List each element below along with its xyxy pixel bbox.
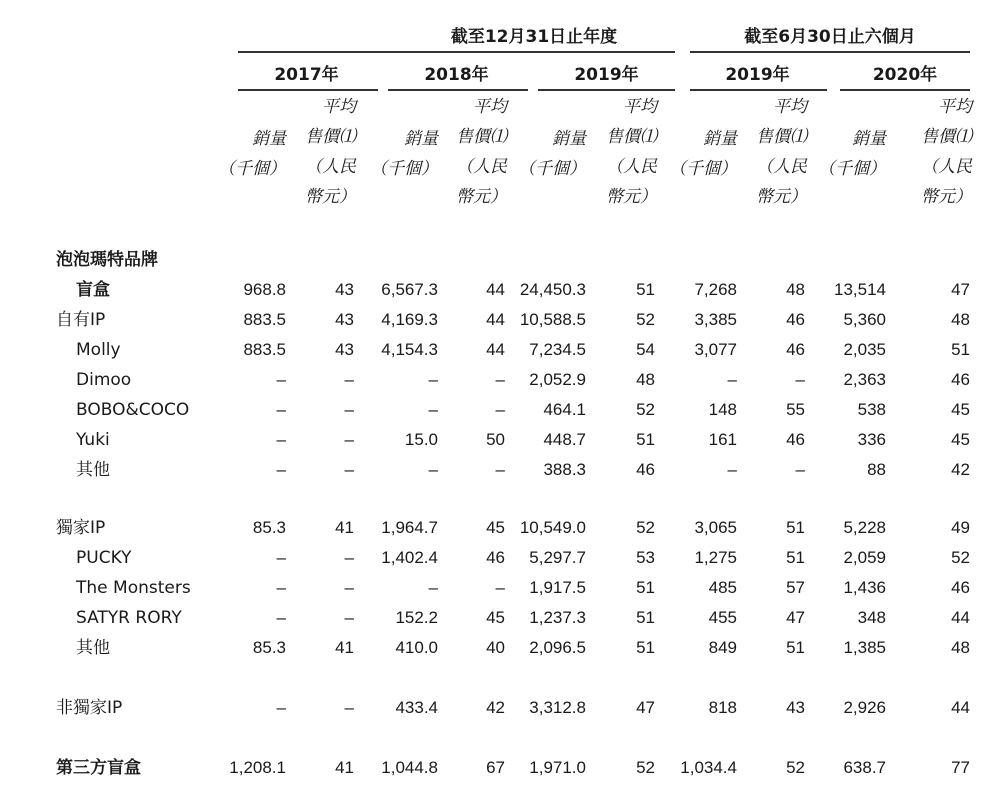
- sales-volume-cell: –: [428, 578, 438, 597]
- average-price-header-line: 平均: [623, 97, 657, 117]
- average-price-cell: 44: [951, 608, 970, 627]
- sales-volume-cell: 1,208.1: [229, 758, 286, 777]
- average-price-cell: 52: [951, 548, 970, 567]
- sales-volume-cell: 13,514: [834, 280, 886, 299]
- average-price-cell: 46: [636, 460, 655, 479]
- average-price-cell: 67: [486, 758, 505, 777]
- sales-volume-cell: –: [276, 460, 286, 479]
- average-price-cell: 49: [951, 518, 970, 537]
- year-header: 2018年: [424, 65, 489, 85]
- average-price-cell: 47: [951, 280, 970, 299]
- row-label: 其他: [76, 638, 110, 658]
- sales-volume-cell: –: [727, 460, 737, 479]
- average-price-cell: 40: [486, 638, 505, 657]
- table-row: [0, 335, 990, 365]
- year-header-rule: [840, 89, 970, 91]
- average-price-cell: –: [344, 578, 354, 597]
- average-price-header-line: 平均: [938, 97, 972, 117]
- row-label: BOBO&COCO: [76, 400, 190, 420]
- average-price-cell: 53: [636, 548, 655, 567]
- period-header-halfyear-rule: [690, 51, 970, 53]
- sales-volume-cell: 3,065: [694, 518, 737, 537]
- average-price-header-line: （人民: [305, 157, 356, 177]
- average-price-cell: 46: [486, 548, 505, 567]
- average-price-cell: –: [795, 370, 805, 389]
- average-price-header-line: （人民: [456, 157, 507, 177]
- sales-volume-cell: 1,402.4: [381, 548, 438, 567]
- average-price-cell: –: [495, 370, 505, 389]
- sales-volume-cell: 88: [867, 460, 886, 479]
- average-price-header-line: 幣元）: [756, 187, 807, 207]
- average-price-header-line: 平均: [322, 97, 356, 117]
- average-price-cell: –: [344, 698, 354, 717]
- sales-volume-cell: 5,297.7: [529, 548, 586, 567]
- sales-volume-cell: –: [276, 698, 286, 717]
- period-header-annual: 截至12月31日止年度: [450, 27, 618, 47]
- average-price-cell: 52: [786, 758, 805, 777]
- sales-volume-cell: 433.4: [395, 698, 438, 717]
- sales-volume-cell: 348: [857, 608, 886, 627]
- average-price-cell: 42: [951, 460, 970, 479]
- sales-volume-cell: 883.5: [243, 310, 286, 329]
- row-label: 獨家IP: [56, 518, 106, 538]
- year-header-rule: [388, 89, 528, 91]
- average-price-cell: 77: [951, 758, 970, 777]
- sales-volume-header: [669, 124, 737, 184]
- sales-volume-header-line: （千個）: [218, 159, 286, 179]
- average-price-header: [921, 92, 972, 212]
- average-price-cell: 46: [951, 578, 970, 597]
- average-price-cell: 51: [636, 578, 655, 597]
- average-price-header: [305, 92, 356, 212]
- sales-volume-cell: –: [276, 578, 286, 597]
- sales-volume-cell: –: [428, 460, 438, 479]
- sales-volume-header-line: 銷量: [552, 129, 586, 149]
- average-price-cell: 48: [636, 370, 655, 389]
- row-label: PUCKY: [76, 548, 132, 568]
- average-price-header-line: 售價⑴: [305, 127, 356, 147]
- average-price-cell: 51: [636, 608, 655, 627]
- average-price-cell: 43: [786, 698, 805, 717]
- row-label: The Monsters: [76, 578, 191, 598]
- sales-volume-cell: –: [727, 370, 737, 389]
- row-label: Molly: [76, 340, 121, 360]
- sales-volume-cell: 818: [708, 698, 737, 717]
- average-price-cell: 43: [335, 310, 354, 329]
- table-row: [0, 305, 990, 335]
- sales-volume-cell: 2,059: [843, 548, 886, 567]
- average-price-cell: 41: [335, 518, 354, 537]
- sales-volume-header-line: （千個）: [370, 159, 438, 179]
- row-label: Yuki: [76, 430, 110, 450]
- period-header-annual-rule: [238, 51, 675, 53]
- average-price-cell: 46: [786, 310, 805, 329]
- average-price-header-line: 平均: [773, 97, 807, 117]
- average-price-cell: 51: [951, 340, 970, 359]
- table-row: [0, 455, 990, 485]
- average-price-cell: 52: [636, 518, 655, 537]
- sales-volume-cell: 1,964.7: [381, 518, 438, 537]
- sales-volume-cell: 1,034.4: [680, 758, 737, 777]
- sales-volume-cell: 883.5: [243, 340, 286, 359]
- table-row: [0, 693, 990, 723]
- sales-volume-header-line: 銷量: [404, 129, 438, 149]
- average-price-header-line: 售價⑴: [456, 127, 507, 147]
- average-price-cell: –: [344, 460, 354, 479]
- table-row: [0, 395, 990, 425]
- average-price-header-line: （人民: [606, 157, 657, 177]
- sales-volume-header: [218, 124, 286, 184]
- year-header-rule: [538, 89, 675, 91]
- sales-volume-cell: 161: [708, 430, 737, 449]
- sales-volume-cell: 388.3: [543, 460, 586, 479]
- sales-volume-header-line: 銷量: [252, 129, 286, 149]
- average-price-cell: –: [344, 400, 354, 419]
- average-price-cell: 52: [636, 400, 655, 419]
- sales-volume-cell: 485: [708, 578, 737, 597]
- row-label: 其他: [76, 460, 110, 480]
- average-price-cell: 41: [335, 638, 354, 657]
- row-label: 非獨家IP: [56, 698, 123, 718]
- average-price-cell: –: [795, 460, 805, 479]
- sales-volume-cell: 3,077: [694, 340, 737, 359]
- sales-volume-cell: 2,096.5: [529, 638, 586, 657]
- sales-volume-cell: 148: [708, 400, 737, 419]
- sales-volume-cell: 10,588.5: [519, 310, 586, 329]
- average-price-header-line: （人民: [756, 157, 807, 177]
- average-price-cell: 54: [636, 340, 655, 359]
- average-price-cell: 52: [636, 758, 655, 777]
- sales-volume-header-line: （千個）: [669, 159, 737, 179]
- sales-volume-header-line: （千個）: [518, 159, 586, 179]
- row-label: SATYR RORY: [76, 608, 182, 628]
- sales-volume-cell: 24,450.3: [519, 280, 586, 299]
- sales-volume-cell: 448.7: [543, 430, 586, 449]
- average-price-cell: –: [344, 608, 354, 627]
- sales-volume-cell: 538: [857, 400, 886, 419]
- sales-volume-cell: 336: [857, 430, 886, 449]
- sales-volume-cell: 15.0: [404, 430, 438, 449]
- average-price-cell: 45: [951, 430, 970, 449]
- year-header-rule: [238, 89, 378, 91]
- average-price-cell: 48: [951, 638, 970, 657]
- sales-volume-cell: 2,363: [843, 370, 886, 389]
- row-label: 泡泡瑪特品牌: [56, 250, 158, 270]
- sales-volume-cell: 464.1: [543, 400, 586, 419]
- sales-volume-cell: 4,154.3: [381, 340, 438, 359]
- table-row: [0, 513, 990, 543]
- average-price-cell: –: [344, 548, 354, 567]
- average-price-cell: 45: [486, 518, 505, 537]
- sales-volume-cell: 2,052.9: [529, 370, 586, 389]
- average-price-cell: 46: [951, 370, 970, 389]
- row-label: Dimoo: [76, 370, 132, 390]
- average-price-header-line: 幣元）: [456, 187, 507, 207]
- period-header-halfyear: 截至6月30日止六個月: [744, 27, 916, 47]
- sales-volume-cell: 7,234.5: [529, 340, 586, 359]
- row-label: 第三方盲盒: [56, 758, 141, 778]
- average-price-header: [456, 92, 507, 212]
- average-price-cell: –: [495, 578, 505, 597]
- sales-volume-cell: 85.3: [252, 518, 286, 537]
- average-price-cell: 48: [951, 310, 970, 329]
- table-row: [0, 573, 990, 603]
- sales-volume-cell: 1,385: [843, 638, 886, 657]
- sales-volume-cell: 10,549.0: [519, 518, 586, 537]
- average-price-cell: 44: [486, 340, 505, 359]
- sales-volume-header: [818, 124, 886, 184]
- average-price-header: [756, 92, 807, 212]
- sales-volume-cell: 1,275: [694, 548, 737, 567]
- sales-volume-cell: 968.8: [243, 280, 286, 299]
- sales-volume-cell: 2,926: [843, 698, 886, 717]
- average-price-cell: 47: [786, 608, 805, 627]
- average-price-cell: 46: [786, 340, 805, 359]
- average-price-header-line: 售價⑴: [606, 127, 657, 147]
- sales-volume-cell: 4,169.3: [381, 310, 438, 329]
- average-price-cell: 42: [486, 698, 505, 717]
- average-price-cell: 51: [786, 638, 805, 657]
- average-price-cell: 51: [786, 548, 805, 567]
- table-row: [0, 603, 990, 633]
- sales-volume-cell: 85.3: [252, 638, 286, 657]
- average-price-header-line: 幣元）: [606, 187, 657, 207]
- sales-volume-cell: –: [276, 548, 286, 567]
- average-price-header-line: 平均: [473, 97, 507, 117]
- average-price-cell: 51: [786, 518, 805, 537]
- row-label: 自有IP: [56, 310, 106, 330]
- table-row: [0, 365, 990, 395]
- average-price-cell: 44: [486, 310, 505, 329]
- average-price-cell: 43: [335, 280, 354, 299]
- average-price-cell: 48: [786, 280, 805, 299]
- sales-volume-header: [370, 124, 438, 184]
- sales-volume-cell: 410.0: [395, 638, 438, 657]
- average-price-cell: –: [344, 370, 354, 389]
- sales-volume-cell: 3,312.8: [529, 698, 586, 717]
- sales-volume-cell: 638.7: [843, 758, 886, 777]
- average-price-cell: 50: [486, 430, 505, 449]
- sales-volume-header-line: （千個）: [818, 159, 886, 179]
- sales-volume-cell: 2,035: [843, 340, 886, 359]
- average-price-cell: –: [344, 430, 354, 449]
- year-header-rule: [690, 89, 827, 91]
- sales-volume-cell: 849: [708, 638, 737, 657]
- sales-volume-cell: 152.2: [395, 608, 438, 627]
- sales-volume-cell: 6,567.3: [381, 280, 438, 299]
- table-row: [0, 543, 990, 573]
- sales-volume-header: [518, 124, 586, 184]
- year-header: 2020年: [872, 65, 938, 85]
- average-price-cell: 47: [636, 698, 655, 717]
- sales-volume-cell: –: [428, 400, 438, 419]
- sales-volume-cell: 455: [708, 608, 737, 627]
- sales-volume-cell: 5,228: [843, 518, 886, 537]
- sales-volume-cell: 1,237.3: [529, 608, 586, 627]
- average-price-cell: 44: [951, 698, 970, 717]
- table-row: [0, 753, 990, 783]
- average-price-header-line: （人民: [921, 157, 972, 177]
- sales-volume-cell: 5,360: [843, 310, 886, 329]
- average-price-cell: 45: [951, 400, 970, 419]
- average-price-cell: 45: [486, 608, 505, 627]
- sales-volume-cell: –: [276, 400, 286, 419]
- year-header: 2019年: [725, 65, 790, 85]
- average-price-cell: 46: [786, 430, 805, 449]
- average-price-cell: 51: [636, 638, 655, 657]
- average-price-header-line: 售價⑴: [921, 127, 972, 147]
- average-price-cell: 51: [636, 280, 655, 299]
- year-header: 2017年: [274, 65, 339, 85]
- average-price-cell: 41: [335, 758, 354, 777]
- sales-volume-cell: 1,436: [843, 578, 886, 597]
- average-price-header-line: 幣元）: [305, 187, 356, 207]
- sales-volume-cell: –: [276, 608, 286, 627]
- year-header: 2019年: [574, 65, 639, 85]
- average-price-cell: –: [495, 460, 505, 479]
- sales-volume-cell: 1,917.5: [529, 578, 586, 597]
- table-row: [0, 633, 990, 663]
- average-price-cell: 55: [786, 400, 805, 419]
- sales-volume-cell: 1,044.8: [381, 758, 438, 777]
- table-row: [0, 275, 990, 305]
- sales-volume-cell: –: [428, 370, 438, 389]
- sales-volume-cell: 7,268: [694, 280, 737, 299]
- average-price-cell: –: [495, 400, 505, 419]
- sales-volume-header-line: 銷量: [852, 129, 886, 149]
- table-row: [0, 245, 990, 275]
- sales-volume-cell: 1,971.0: [529, 758, 586, 777]
- row-label: 盲盒: [76, 280, 110, 300]
- average-price-cell: 51: [636, 430, 655, 449]
- average-price-cell: 43: [335, 340, 354, 359]
- average-price-cell: 44: [486, 280, 505, 299]
- average-price-header-line: 幣元）: [921, 187, 972, 207]
- average-price-cell: 57: [786, 578, 805, 597]
- average-price-header-line: 售價⑴: [756, 127, 807, 147]
- average-price-header: [606, 92, 657, 212]
- sales-volume-header-line: 銷量: [703, 129, 737, 149]
- sales-volume-cell: –: [276, 370, 286, 389]
- sales-volume-cell: 3,385: [694, 310, 737, 329]
- table-row: [0, 425, 990, 455]
- sales-volume-cell: –: [276, 430, 286, 449]
- average-price-cell: 52: [636, 310, 655, 329]
